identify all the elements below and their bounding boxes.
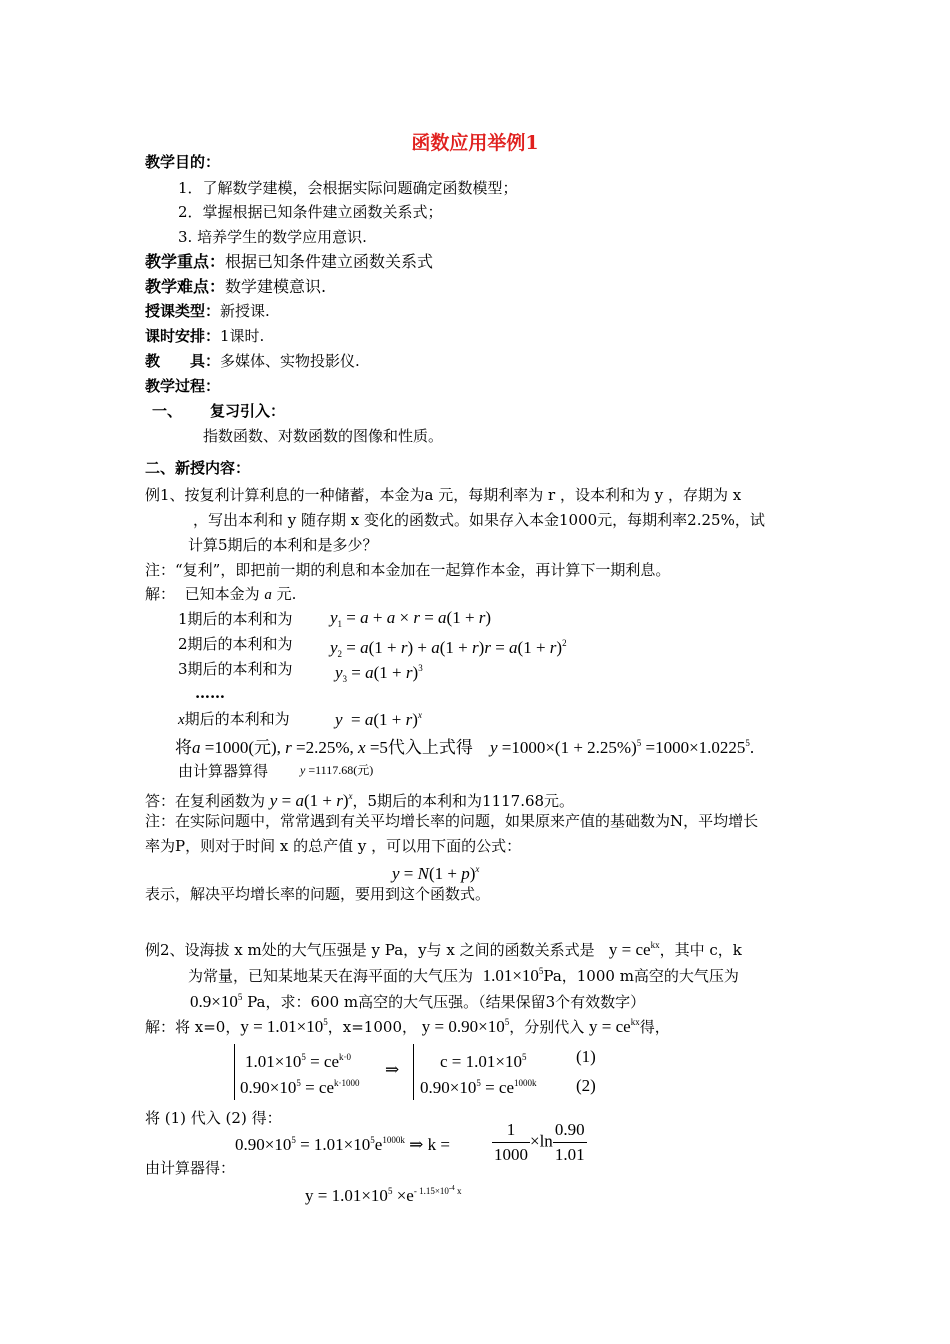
- solution-label: 解：: [145, 585, 176, 603]
- period1-label: 1期后的本利和为: [178, 610, 293, 628]
- key-point-row: [145, 252, 433, 272]
- right-brace: [413, 1044, 420, 1100]
- key-point-value: 根据已知条件建立函数关系式: [225, 252, 434, 271]
- sol-post: ，分别代入: [509, 1018, 585, 1036]
- growth-formula: $y = N(1 + p)^x$: [392, 864, 480, 883]
- eq-period3: $y_3 = a(1 + r)^3$: [335, 663, 423, 684]
- example1-answer: [145, 786, 574, 811]
- note2-line3: 表示，解决平均增长率的问题，要用到这个函数式。: [145, 885, 491, 903]
- note2-line2: 率为P，则对于时间 x 的总产值 y ，可以用下面的公式：: [145, 837, 522, 855]
- ex2-line1-formula: $y = ce^{kx}$: [608, 940, 660, 959]
- time-label: 课时安排：: [145, 327, 221, 345]
- page-title: 函数应用举例1: [411, 132, 539, 154]
- k-fraction: $\frac{1}{1000}$ ×ln $\frac{0.90}{1.01}$: [494, 1120, 585, 1164]
- ex2-line2-post: Pa，1000 m高空的大气压为: [543, 967, 739, 985]
- tools-row: [145, 351, 360, 371]
- final-equation: $y = 1.01\times 10^5 \times e^{- 1.15\times 10^{-4} x}$: [305, 1184, 462, 1205]
- tag-2: (2): [576, 1076, 596, 1095]
- eq-periodx: $y = a(1 + r)^x$: [335, 710, 422, 729]
- sol-y2: $y = 0.90\times 10^5$: [421, 1017, 510, 1036]
- key-point-label: 教学重点：: [145, 252, 226, 271]
- periodx-label: [178, 709, 290, 730]
- process-heading: 教学过程：: [145, 377, 221, 395]
- example1-line2: ，写出本利和 y 随存期 x 变化的函数式。如果存入本金1000元，每期利率2.25%，试: [193, 511, 765, 529]
- review-heading: 复习引入：: [210, 402, 286, 420]
- sol-pre: 解：将 x=0，: [145, 1018, 241, 1036]
- sol-y1: $y = 1.01\times 10^5$: [240, 1017, 328, 1036]
- sys-right-1: $c = 1.01\times 10^5$: [440, 1052, 527, 1071]
- sub-equation: $0.90\times 10^5 = 1.01\times 10^5e^{1000k}$ ⇒ k =: [235, 1135, 450, 1154]
- periodx-text: 期后的本利和为: [184, 710, 290, 728]
- eq-period2: $y_2 = a(1 + r) + a(1 + r)r = a(1 + r)^2$: [330, 638, 567, 659]
- calc2-label: 由计算器得：: [145, 1159, 236, 1177]
- objective-item: 1．了解数学建模，会根据实际问题确定函数模型；: [178, 179, 518, 197]
- objectives-heading: 教学目的：: [145, 153, 221, 171]
- calc-label: 由计算器算得: [178, 762, 269, 780]
- example1-note: 注：“复利”，即把前一期的利息和本金加在一起算作本金，再计算下一期利息。: [145, 561, 671, 579]
- example2-line3: [190, 987, 645, 1012]
- new-content-heading: 二、新授内容：: [145, 459, 251, 477]
- difficulty-row: [145, 277, 326, 297]
- type-label: 授课类型：: [145, 302, 221, 320]
- implies-arrow: ⇒: [385, 1060, 400, 1079]
- review-heading-num: 一、: [152, 402, 183, 420]
- note2-line1: 注：在实际问题中，常常遇到有关平均增长率的问题，如果原来产值的基础数为N，平均增长: [145, 812, 759, 830]
- example2-line1: [145, 935, 742, 960]
- substitute-line: 将a =1000(元), r =2.25%, x =5代入上式得 $y =1000\times(1 + 2.25\%)^5 =1000\times 1.0225^5$.: [175, 738, 755, 757]
- sys-left-1: $1.01\times 10^5 = ce^{k\cdot 0}$: [245, 1052, 352, 1071]
- example2-line2: [188, 961, 739, 986]
- solution-text: 已知本金为: [184, 585, 260, 603]
- example1-line3: 计算5期后的本利和是多少？: [188, 536, 378, 554]
- review-text: 指数函数、对数函数的图像和性质。: [203, 427, 444, 445]
- sys-right-2: $0.90\times 10^5 = ce^{1000k}$: [420, 1078, 537, 1097]
- tag-1: (1): [576, 1047, 596, 1066]
- sys-left-2: $0.90\times 10^5 = ce^{k\cdot 1000}$: [240, 1078, 360, 1097]
- answer-formula: $y = a(1 + r)^x$: [269, 791, 353, 810]
- sol-end: 得，: [639, 1018, 670, 1036]
- solution-var: a: [264, 587, 272, 603]
- ellipsis: ……: [195, 684, 225, 702]
- ex2-line2-text: 为常量，已知某地某天在海平面的大气压为: [188, 967, 474, 985]
- substitute-text: 将 (1) 代入 (2) 得：: [145, 1109, 282, 1127]
- ex2-line1-text: 例2、设海拔 x m处的大气压强是 y Pa，y与 x 之间的函数关系式是: [145, 941, 595, 959]
- type-value: 新授课.: [220, 302, 270, 320]
- ex2-line3-value: $0.9\times 10^5$: [190, 992, 243, 1011]
- solution-unit: 元.: [276, 585, 297, 603]
- sol-formula: $y = ce^{kx}$: [589, 1017, 640, 1036]
- answer-pre: 答：在复利函数为: [145, 792, 266, 810]
- type-row: [145, 301, 270, 321]
- example1-solution: [145, 584, 296, 605]
- period3-label: 3期后的本利和为: [178, 660, 293, 678]
- objective-item: 2．掌握根据已知条件建立函数关系式；: [178, 203, 443, 221]
- answer-post: ，5期后的本利和为1117.68元。: [352, 792, 575, 810]
- difficulty-label: 教学难点：: [145, 277, 226, 296]
- period2-label: 2期后的本利和为: [178, 635, 293, 653]
- time-row: [145, 326, 264, 346]
- example2-solution: [145, 1012, 670, 1037]
- ex2-line3-post: Pa，求：600 m高空的大气压强。（结果保留3个有效数字）: [247, 993, 646, 1011]
- ex2-line1-post: ，其中 c，k: [659, 941, 742, 959]
- time-value: 1课时.: [220, 327, 265, 345]
- objective-item: 3. 培养学生的数学应用意识.: [178, 228, 367, 246]
- calc-value: y =1117.68(元): [300, 763, 374, 777]
- periodx-var: x: [178, 712, 185, 728]
- tools-value: 多媒体、实物投影仪.: [220, 352, 360, 370]
- difficulty-value: 数学建模意识.: [225, 277, 327, 296]
- ex2-line2-value: $1.01\times 10^5$: [482, 966, 544, 985]
- eq-period1: $y_1 = a + a \times r = a(1 + r)$: [330, 608, 492, 629]
- example1-line1: 例1、按复利计算利息的一种储蓄，本金为a 元，每期利率为 r ，设本利和为 y ，存期为 x: [145, 486, 742, 504]
- sol-mid: ，x=1000，: [327, 1018, 417, 1036]
- tools-label: 教 具：: [145, 352, 221, 370]
